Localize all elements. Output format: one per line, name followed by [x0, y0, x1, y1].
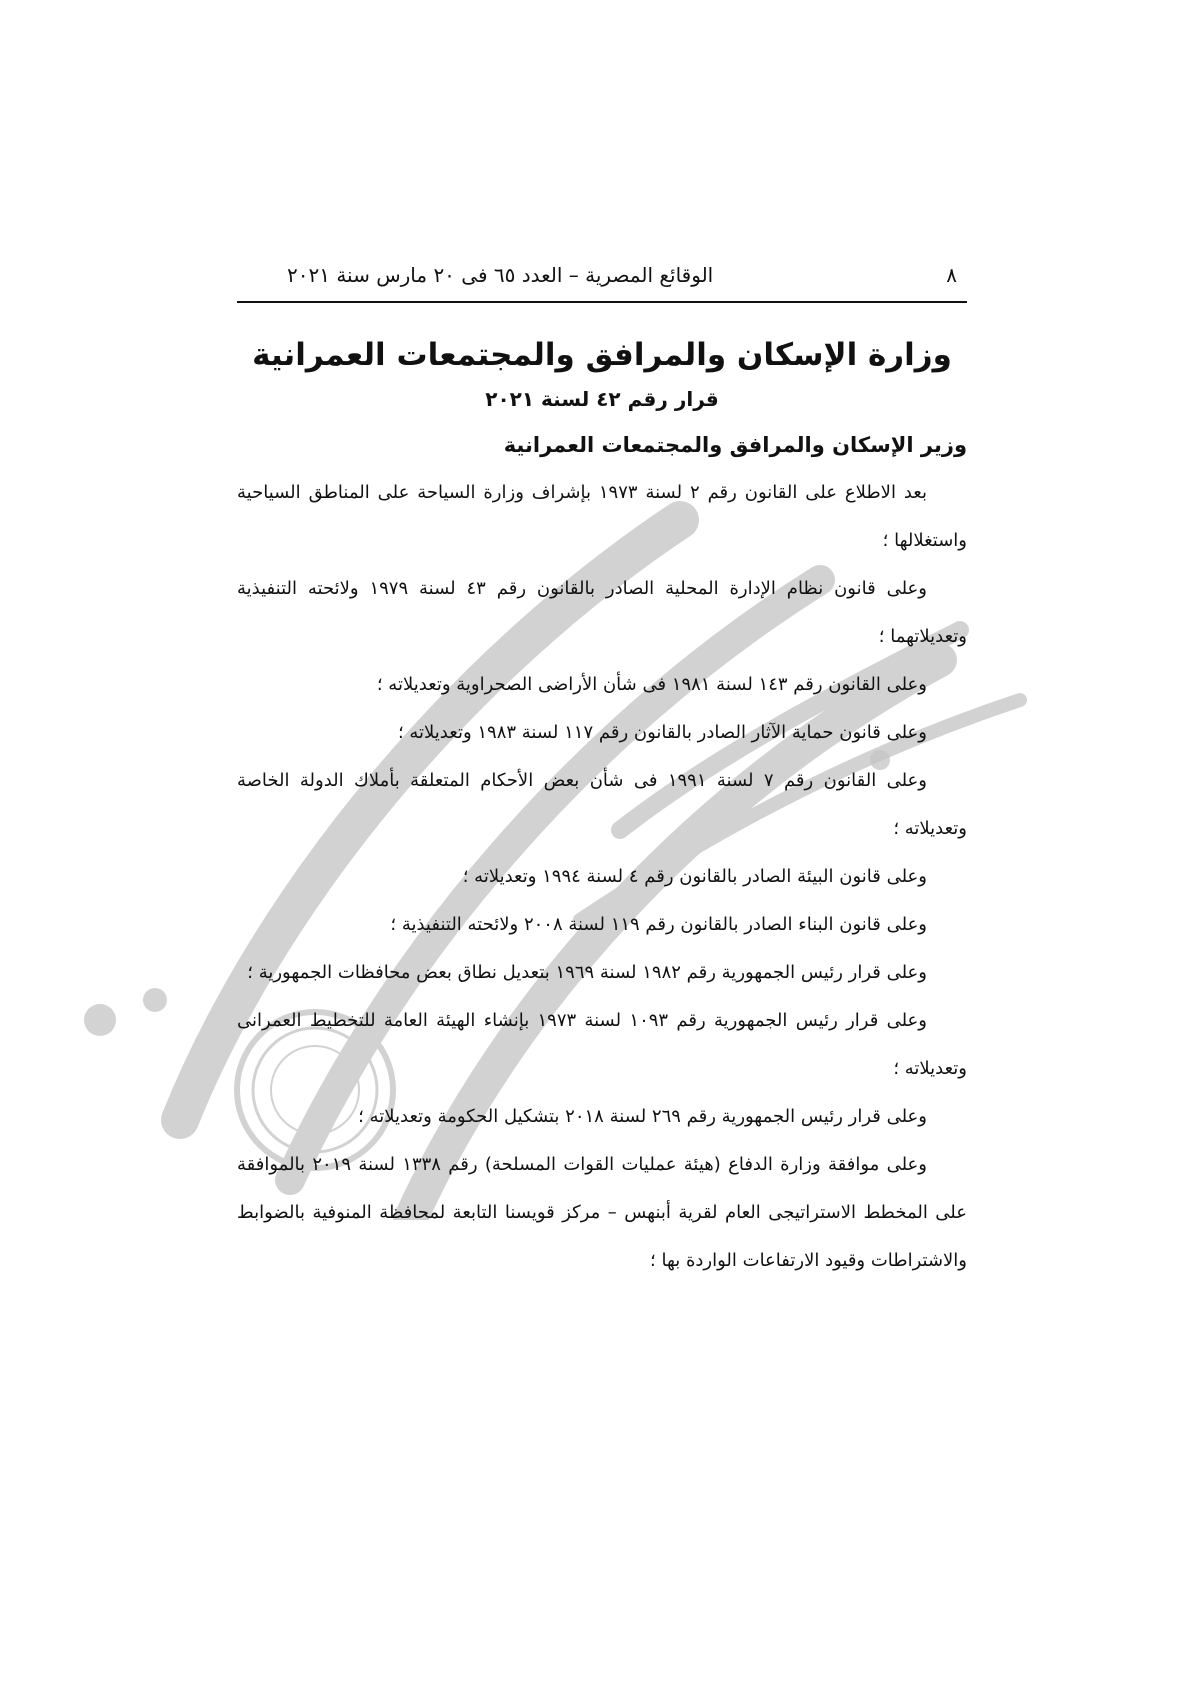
preamble — [237, 469, 967, 1285]
preamble-paragraph: وعلى القانون رقم ٧ لسنة ١٩٩١ فى شأن بعض الأحكام المتعلقة بأملاك الدولة الخاصة وتعديلاته ؛ — [237, 770, 967, 839]
preamble-paragraph: وعلى قرار رئيس الجمهورية رقم ٢٦٩ لسنة ٢٠١٨ بتشكيل الحكومة وتعديلاته ؛ — [358, 1106, 927, 1127]
preamble-paragraph: وعلى قرار رئيس الجمهورية رقم ١٠٩٣ لسنة ١٩٧٣ بإنشاء الهيئة العامة للتخطيط العمرانى وتعديلاته ؛ — [237, 1010, 967, 1079]
preamble-paragraph: بعد الاطلاع على القانون رقم ٢ لسنة ١٩٧٣ بإشراف وزارة السياحة على المناطق السياحية واستغلالها ؛ — [237, 482, 967, 551]
preamble-paragraph: وعلى قانون البيئة الصادر بالقانون رقم ٤ لسنة ١٩٩٤ وتعديلاته ؛ — [462, 866, 927, 887]
preamble-paragraph: وعلى القانون رقم ١٤٣ لسنة ١٩٨١ فى شأن الأراضى الصحراوية وتعديلاته ؛ — [376, 674, 927, 695]
minister-heading: وزير الإسكان والمرافق والمجتمعات العمرانية — [503, 433, 967, 457]
preamble-paragraph: وعلى موافقة وزارة الدفاع (هيئة عمليات القوات المسلحة) رقم ١٣٣٨ لسنة ٢٠١٩ بالموافقة على المخطط الاستراتيجى العام لقرية أبنهس – مركز قويسنا التابعة لمحافظة المنوفية بالضوابط والاشتراطات وقيود الارتفاعات الواردة بها ؛ — [237, 1154, 967, 1271]
document-page — [237, 255, 967, 1285]
ministry-title: وزارة الإسكان والمرافق والمجتمعات العمرانية — [252, 337, 952, 373]
page-number: ٨ — [946, 263, 957, 287]
running-title: الوقائع المصرية – العدد ٦٥ فى ٢٠ مارس سنة ٢٠٢١ — [287, 263, 714, 287]
preamble-paragraph: وعلى قرار رئيس الجمهورية رقم ١٩٨٢ لسنة ١٩٦٩ بتعديل نطاق بعض محافظات الجمهورية ؛ — [247, 962, 927, 983]
preamble-paragraph: وعلى قانون حماية الآثار الصادر بالقانون رقم ١١٧ لسنة ١٩٨٣ وتعديلاته ؛ — [397, 722, 927, 743]
running-header — [237, 255, 967, 303]
decree-number: قرار رقم ٤٢ لسنة ٢٠٢١ — [485, 387, 719, 411]
preamble-paragraph: وعلى قانون نظام الإدارة المحلية الصادر بالقانون رقم ٤٣ لسنة ١٩٧٩ ولائحته التنفيذية وتعديلاتهما ؛ — [237, 578, 967, 647]
preamble-paragraph: وعلى قانون البناء الصادر بالقانون رقم ١١٩ لسنة ٢٠٠٨ ولائحته التنفيذية ؛ — [390, 914, 927, 935]
